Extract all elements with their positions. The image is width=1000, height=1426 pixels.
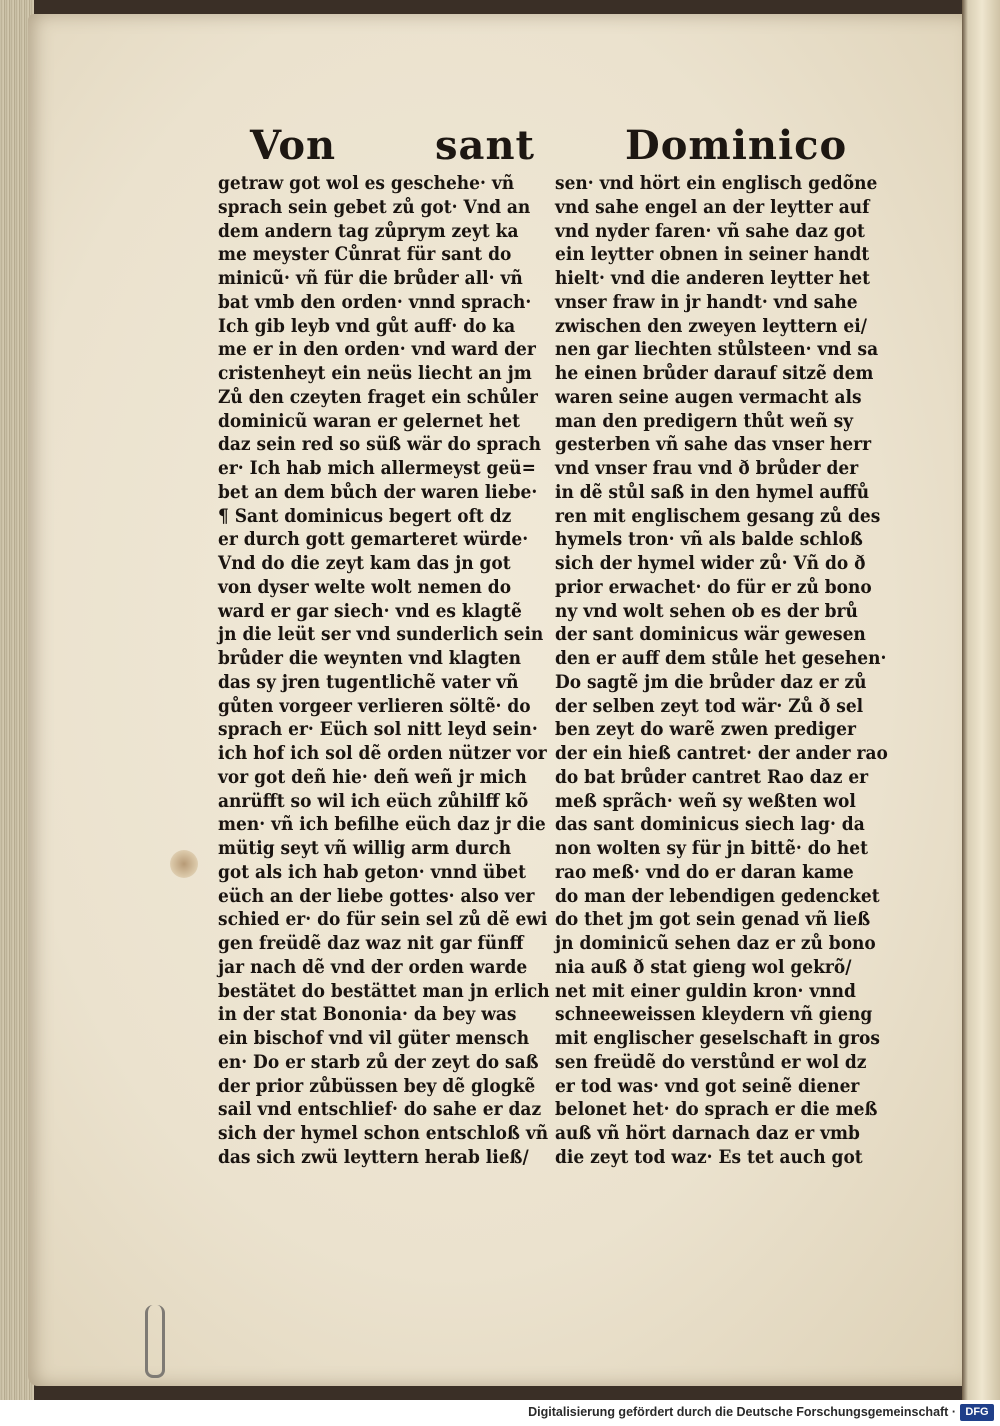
text-line: ¶ Sant dominicus begert oft dz [218,505,512,527]
text-line: vnd vnser frau vnd ð brůder der [555,458,859,479]
text-line: den er auff dem stůle het gesehen· [555,648,887,669]
text-line: bestätet do bestättet man jn erlich [218,980,550,1002]
text-line: jn die leüt ser vnd sunderlich sein [218,624,544,646]
text-line: ben zeyt do warẽ zwen prediger [555,719,856,741]
text-line: vor got deñ hie· deñ weñ jr mich [218,766,527,788]
footer-bar [0,1400,1000,1426]
text-line: brůder die weynten vnd klagten [218,648,522,669]
text-line: gůten vorgeer verlieren söltẽ· do [218,695,531,717]
text-line: von dyser welte wolt nemen do [218,576,512,598]
text-line: prior erwachet· do für er zů bono [555,576,872,598]
text-line: hielt· vnd die anderen leytter het [555,268,870,289]
text-line: gen freüdẽ daz waz nit gar fünff [218,933,524,954]
text-line: jar nach dẽ vnd der orden warde [218,956,528,978]
text-line: sen· vnd hört ein englisch gedõne [555,173,878,194]
text-line: ein leytter obnen in seiner handt [555,244,870,266]
text-line: sail vnd entschlief· do sahe er daz [218,1099,542,1121]
text-line: meß sprãch· weñ sy weßten wol [555,790,856,812]
text-line: das sich zwü leyttern herab ließ/ [218,1146,529,1168]
text-line: zwischen den zweyen leyttern ei/ [555,315,867,337]
text-line: gesterben vñ sahe das vnser herr [555,434,872,456]
text-line: net mit einer guldin kron· vnnd [555,980,856,1002]
text-line: vnser fraw in jr handt· vnd sahe [555,291,858,313]
text-line: auß vñ hört darnach daz er vmb [555,1123,860,1144]
text-line: ny vnd wolt sehen ob es der brů [555,600,858,622]
dfg-logo: DFG [960,1404,994,1421]
text-line: men· vñ ich befilhe eüch daz jr die [218,814,546,836]
text-line: mit englischer geselschaft in gros [555,1028,880,1049]
text-line: en· Do er starb zů der zeyt do saß [218,1051,539,1073]
text-line: der ein hieß cantret· der ander rao [555,743,888,764]
text-line: sich der hymel wider zů· Vñ do ð [555,553,866,574]
text-line: got als ich hab geton· vnnd übet [218,861,526,883]
text-line: nen gar liechten stůlsteen· vnd sa [555,339,879,361]
text-line: bat vmb den orden· vnnd sprach· [218,291,532,313]
text-line: jn dominicũ sehen daz er zů bono [555,933,876,954]
page-clip [145,1305,165,1378]
text-line: ren mit englischem gesang zů des [555,505,881,527]
text-line: bet an dem bůch der waren liebe· [218,481,538,503]
text-line: dominicũ waran er gelernet het [218,410,520,432]
heading-word-middle: sant [435,122,535,169]
text-line: schied er· do für sein sel zů dẽ ewi [218,909,548,931]
text-line: cristenheyt ein neüs liecht an jm [218,363,532,384]
text-column-right [555,172,888,1170]
heading-word-right: Dominico [625,122,848,169]
text-line: der sant dominicus wär gewesen [555,624,866,646]
text-line: ein bischof vnd vil güter mensch [218,1028,530,1049]
text-line: he einen brůder darauf sitzẽ dem [555,363,874,384]
text-line: waren seine augen vermacht als [555,386,862,408]
text-line: hymels tron· vñ als balde schloß [555,529,863,551]
text-line: non wolten sy für jn bittẽ· do het [555,838,868,859]
text-line: der selben zeyt tod wär· Zů ð sel [555,695,864,717]
heading-word-left: Von [250,122,337,169]
text-column-left [218,172,550,1170]
text-line: me er in den orden· vnd ward der [218,339,536,361]
text-line: das sant dominicus siech lag· da [555,814,865,836]
text-line: eüch an der liebe gottes· also ver [218,885,535,907]
text-line: der prior zůbüssen bey dẽ glogkẽ [218,1075,536,1097]
text-line: vnd sahe engel an der leytter auf [555,196,870,218]
text-line: nia auß ð stat gieng wol gekrõ/ [555,956,852,978]
text-line: rao meß· vnd do er daran kame [555,861,854,883]
text-line: Ich gib leyb vnd gůt auff· do ka [218,315,516,337]
text-line: in der stat Bononia· da bey was [218,1004,517,1026]
text-line: do bat brůder cantret Rao daz er [555,766,869,788]
text-line: daz sein red so süß wär do sprach [218,434,541,456]
text-line: vnd nyder faren· vñ sahe daz got [555,220,865,242]
text-line: Do sagtẽ jm die brůder daz er zů [555,671,867,693]
text-line: ward er gar siech· vnd es klagtẽ [218,600,522,622]
text-line: sprach er· Eüch sol nitt leyd sein· [218,719,538,741]
text-line: do thet jm got sein genad vñ ließ [555,909,871,931]
funding-notice: Digitalisierung gefördert durch die Deutsche Forschungsgemeinschaft · [528,1405,956,1419]
text-line: schneeweissen kleydern vñ gieng [555,1004,873,1026]
text-line: do man der lebendigen gedencket [555,885,880,907]
text-line: er durch gott gemarteret würde· [218,529,529,551]
text-line: anrüfft so wil ich eüch zůhilff kõ [218,790,529,812]
running-heading [250,122,848,174]
text-line: ich hof ich sol dẽ orden nützer vor [218,743,547,764]
text-line: Zů den czeyten fraget ein schůler [218,386,538,408]
text-line: minicũ· vñ für die brůder all· vñ [218,268,523,289]
text-line: belonet het· do sprach er die meß [555,1099,878,1121]
text-line: er· Ich hab mich allermeyst geü= [218,458,536,479]
text-line: man den predigern thůt weñ sy [555,410,854,432]
text-line: mütig seyt vñ willig arm durch [218,838,512,859]
text-line: sich der hymel schon entschloß vñ [218,1123,549,1144]
text-line: die zeyt tod waz· Es tet auch got [555,1146,863,1168]
text-line: Vnd do die zeyt kam das jn got [218,553,511,574]
book-spine-edge [962,0,1000,1400]
text-line: getraw got wol es geschehe· vñ [218,173,515,194]
text-line: me meyster Cůnrat für sant do [218,244,512,266]
text-line: dem andern tag zůprym zeyt ka [218,220,519,242]
text-line: das sy jren tugentlichẽ vater vñ [218,671,519,693]
paper-stain [170,850,198,878]
text-line: sprach sein gebet zů got· Vnd an [218,196,531,218]
text-line: in dẽ stůl saß in den hymel auffů [555,481,870,503]
text-line: sen freüdẽ do verstůnd er wol dz [555,1051,867,1073]
text-line: er tod was· vnd got seinẽ diener [555,1075,860,1097]
